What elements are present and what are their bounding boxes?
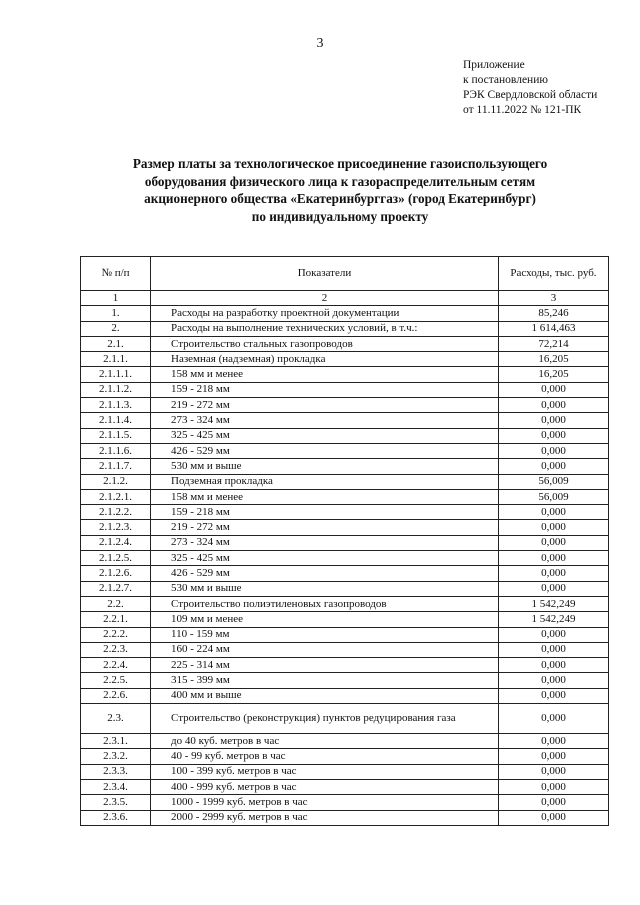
- row-indicator: 159 - 218 мм: [151, 505, 499, 520]
- row-value: 0,000: [499, 810, 609, 825]
- row-number: 2.3.: [81, 704, 151, 734]
- row-value: 16,205: [499, 367, 609, 382]
- table-row: [81, 612, 609, 627]
- table-row: [81, 413, 609, 428]
- row-number: 2.2.6.: [81, 688, 151, 703]
- row-indicator: Наземная (надземная) прокладка: [151, 352, 499, 367]
- table-row: [81, 673, 609, 688]
- row-number: 2.1.1.7.: [81, 459, 151, 474]
- row-value: 0,000: [499, 505, 609, 520]
- header-number: № п/п: [81, 257, 151, 291]
- row-indicator: Расходы на разработку проектной документации: [151, 306, 499, 321]
- row-number: 2.1.1.6.: [81, 443, 151, 458]
- row-indicator: 225 - 314 мм: [151, 658, 499, 673]
- table-row: [81, 581, 609, 596]
- row-value: 1 542,249: [499, 596, 609, 611]
- row-number: 2.1.1.1.: [81, 367, 151, 382]
- row-value: 0,000: [499, 673, 609, 688]
- row-value: 0,000: [499, 704, 609, 734]
- document-title: [60, 155, 620, 225]
- table-row: [81, 795, 609, 810]
- row-value: 0,000: [499, 382, 609, 397]
- row-number: 2.1.2.5.: [81, 551, 151, 566]
- table-row: [81, 321, 609, 336]
- row-number: 2.3.2.: [81, 749, 151, 764]
- row-number: 2.1.1.5.: [81, 428, 151, 443]
- row-number: 2.1.2.2.: [81, 505, 151, 520]
- row-value: 1 614,463: [499, 321, 609, 336]
- appendix-line: Приложение: [463, 59, 525, 71]
- table-header-row: [81, 257, 609, 291]
- row-value: 0,000: [499, 581, 609, 596]
- row-number: 2.1.2.1.: [81, 489, 151, 504]
- row-value: 0,000: [499, 734, 609, 749]
- row-value: 72,214: [499, 336, 609, 351]
- row-indicator: 110 - 159 мм: [151, 627, 499, 642]
- row-number: 2.1.2.7.: [81, 581, 151, 596]
- table-row: [81, 398, 609, 413]
- table-row: [81, 627, 609, 642]
- table-row: [81, 474, 609, 489]
- table-row: [81, 505, 609, 520]
- row-indicator: 400 - 999 куб. метров в час: [151, 779, 499, 794]
- row-indicator: 160 - 224 мм: [151, 642, 499, 657]
- row-indicator: Строительство стальных газопроводов: [151, 336, 499, 351]
- row-value: 0,000: [499, 764, 609, 779]
- row-number: 1.: [81, 306, 151, 321]
- table-row: [81, 535, 609, 550]
- header-indicators: Показатели: [151, 257, 499, 291]
- row-indicator: 158 мм и менее: [151, 489, 499, 504]
- table-row: [81, 443, 609, 458]
- row-indicator: Строительство (реконструкция) пунктов редуцирования газа: [151, 704, 499, 734]
- appendix-block: [463, 58, 597, 118]
- row-indicator: Строительство полиэтиленовых газопроводов: [151, 596, 499, 611]
- row-value: 56,009: [499, 489, 609, 504]
- title-line: по индивидуальному проекту: [251, 208, 429, 224]
- table-row: [81, 749, 609, 764]
- row-value: 0,000: [499, 459, 609, 474]
- row-number: 2.2.3.: [81, 642, 151, 657]
- column-number-row: [81, 291, 609, 306]
- fee-table: [80, 256, 609, 826]
- row-indicator: Подземная прокладка: [151, 474, 499, 489]
- appendix-line: РЭК Свердловской области: [463, 89, 598, 101]
- row-indicator: 219 - 272 мм: [151, 398, 499, 413]
- row-value: 0,000: [499, 520, 609, 535]
- row-number: 2.1.1.4.: [81, 413, 151, 428]
- row-value: 0,000: [499, 627, 609, 642]
- row-value: 0,000: [499, 779, 609, 794]
- row-value: 0,000: [499, 428, 609, 443]
- row-value: 0,000: [499, 535, 609, 550]
- title-line: оборудования физического лица к газораспределительным сетям: [144, 173, 536, 189]
- table-row: [81, 459, 609, 474]
- row-value: 0,000: [499, 795, 609, 810]
- table-row: [81, 566, 609, 581]
- appendix-line: от 11.11.2022 № 121-ПК: [463, 104, 582, 116]
- row-number: 2.3.1.: [81, 734, 151, 749]
- row-indicator: 325 - 425 мм: [151, 428, 499, 443]
- row-number: 2.1.2.3.: [81, 520, 151, 535]
- row-indicator: до 40 куб. метров в час: [151, 734, 499, 749]
- table-row: [81, 551, 609, 566]
- row-indicator: 315 - 399 мм: [151, 673, 499, 688]
- row-number: 2.: [81, 321, 151, 336]
- row-number: 2.1.2.: [81, 474, 151, 489]
- row-indicator: 530 мм и выше: [151, 459, 499, 474]
- row-number: 2.1.2.6.: [81, 566, 151, 581]
- table-row: [81, 642, 609, 657]
- page-number: 3: [316, 36, 324, 51]
- header-expenses: Расходы, тыс. руб.: [499, 257, 609, 291]
- table-row: [81, 704, 609, 734]
- row-indicator: 159 - 218 мм: [151, 382, 499, 397]
- row-indicator: 1000 - 1999 куб. метров в час: [151, 795, 499, 810]
- table-row: [81, 596, 609, 611]
- row-value: 0,000: [499, 658, 609, 673]
- row-number: 2.3.3.: [81, 764, 151, 779]
- row-number: 2.2.: [81, 596, 151, 611]
- appendix-line: к постановлению: [463, 74, 548, 86]
- row-indicator: 400 мм и выше: [151, 688, 499, 703]
- row-indicator: 109 мм и менее: [151, 612, 499, 627]
- title-line: Размер платы за технологическое присоединение газоиспользующего: [132, 156, 548, 171]
- table-row: [81, 779, 609, 794]
- row-value: 0,000: [499, 642, 609, 657]
- row-indicator: 158 мм и менее: [151, 367, 499, 382]
- table-row: [81, 489, 609, 504]
- column-number: 3: [499, 291, 609, 306]
- row-value: 0,000: [499, 551, 609, 566]
- row-indicator: 426 - 529 мм: [151, 443, 499, 458]
- table-row: [81, 428, 609, 443]
- row-number: 2.2.5.: [81, 673, 151, 688]
- row-number: 2.1.1.3.: [81, 398, 151, 413]
- row-value: 85,246: [499, 306, 609, 321]
- row-number: 2.1.2.4.: [81, 535, 151, 550]
- table-row: [81, 352, 609, 367]
- row-indicator: 100 - 399 куб. метров в час: [151, 764, 499, 779]
- row-number: 2.3.4.: [81, 779, 151, 794]
- table-row: [81, 306, 609, 321]
- row-number: 2.2.1.: [81, 612, 151, 627]
- row-indicator: 40 - 99 куб. метров в час: [151, 749, 499, 764]
- table-row: [81, 336, 609, 351]
- row-indicator: 273 - 324 мм: [151, 535, 499, 550]
- row-number: 2.1.1.2.: [81, 382, 151, 397]
- row-value: 0,000: [499, 443, 609, 458]
- title-line: акционерного общества «Екатеринбурггаз» (город Екатеринбург): [144, 191, 536, 206]
- column-number: 2: [151, 291, 499, 306]
- row-value: 1 542,249: [499, 612, 609, 627]
- table-row: [81, 764, 609, 779]
- row-value: 16,205: [499, 352, 609, 367]
- row-value: 0,000: [499, 398, 609, 413]
- table-row: [81, 810, 609, 825]
- table-row: [81, 734, 609, 749]
- table-row: [81, 688, 609, 703]
- column-number: 1: [81, 291, 151, 306]
- row-indicator: 219 - 272 мм: [151, 520, 499, 535]
- row-number: 2.1.: [81, 336, 151, 351]
- row-number: 2.2.4.: [81, 658, 151, 673]
- row-indicator: Расходы на выполнение технических условий, в т.ч.:: [151, 321, 499, 336]
- row-value: 0,000: [499, 749, 609, 764]
- row-indicator: 530 мм и выше: [151, 581, 499, 596]
- row-number: 2.1.1.: [81, 352, 151, 367]
- row-value: 0,000: [499, 566, 609, 581]
- table-row: [81, 520, 609, 535]
- row-indicator: 273 - 324 мм: [151, 413, 499, 428]
- row-number: 2.3.5.: [81, 795, 151, 810]
- row-number: 2.3.6.: [81, 810, 151, 825]
- table-row: [81, 382, 609, 397]
- row-value: 0,000: [499, 688, 609, 703]
- row-indicator: 426 - 529 мм: [151, 566, 499, 581]
- row-value: 56,009: [499, 474, 609, 489]
- table-row: [81, 367, 609, 382]
- row-value: 0,000: [499, 413, 609, 428]
- table-row: [81, 658, 609, 673]
- row-number: 2.2.2.: [81, 627, 151, 642]
- row-indicator: 325 - 425 мм: [151, 551, 499, 566]
- row-indicator: 2000 - 2999 куб. метров в час: [151, 810, 499, 825]
